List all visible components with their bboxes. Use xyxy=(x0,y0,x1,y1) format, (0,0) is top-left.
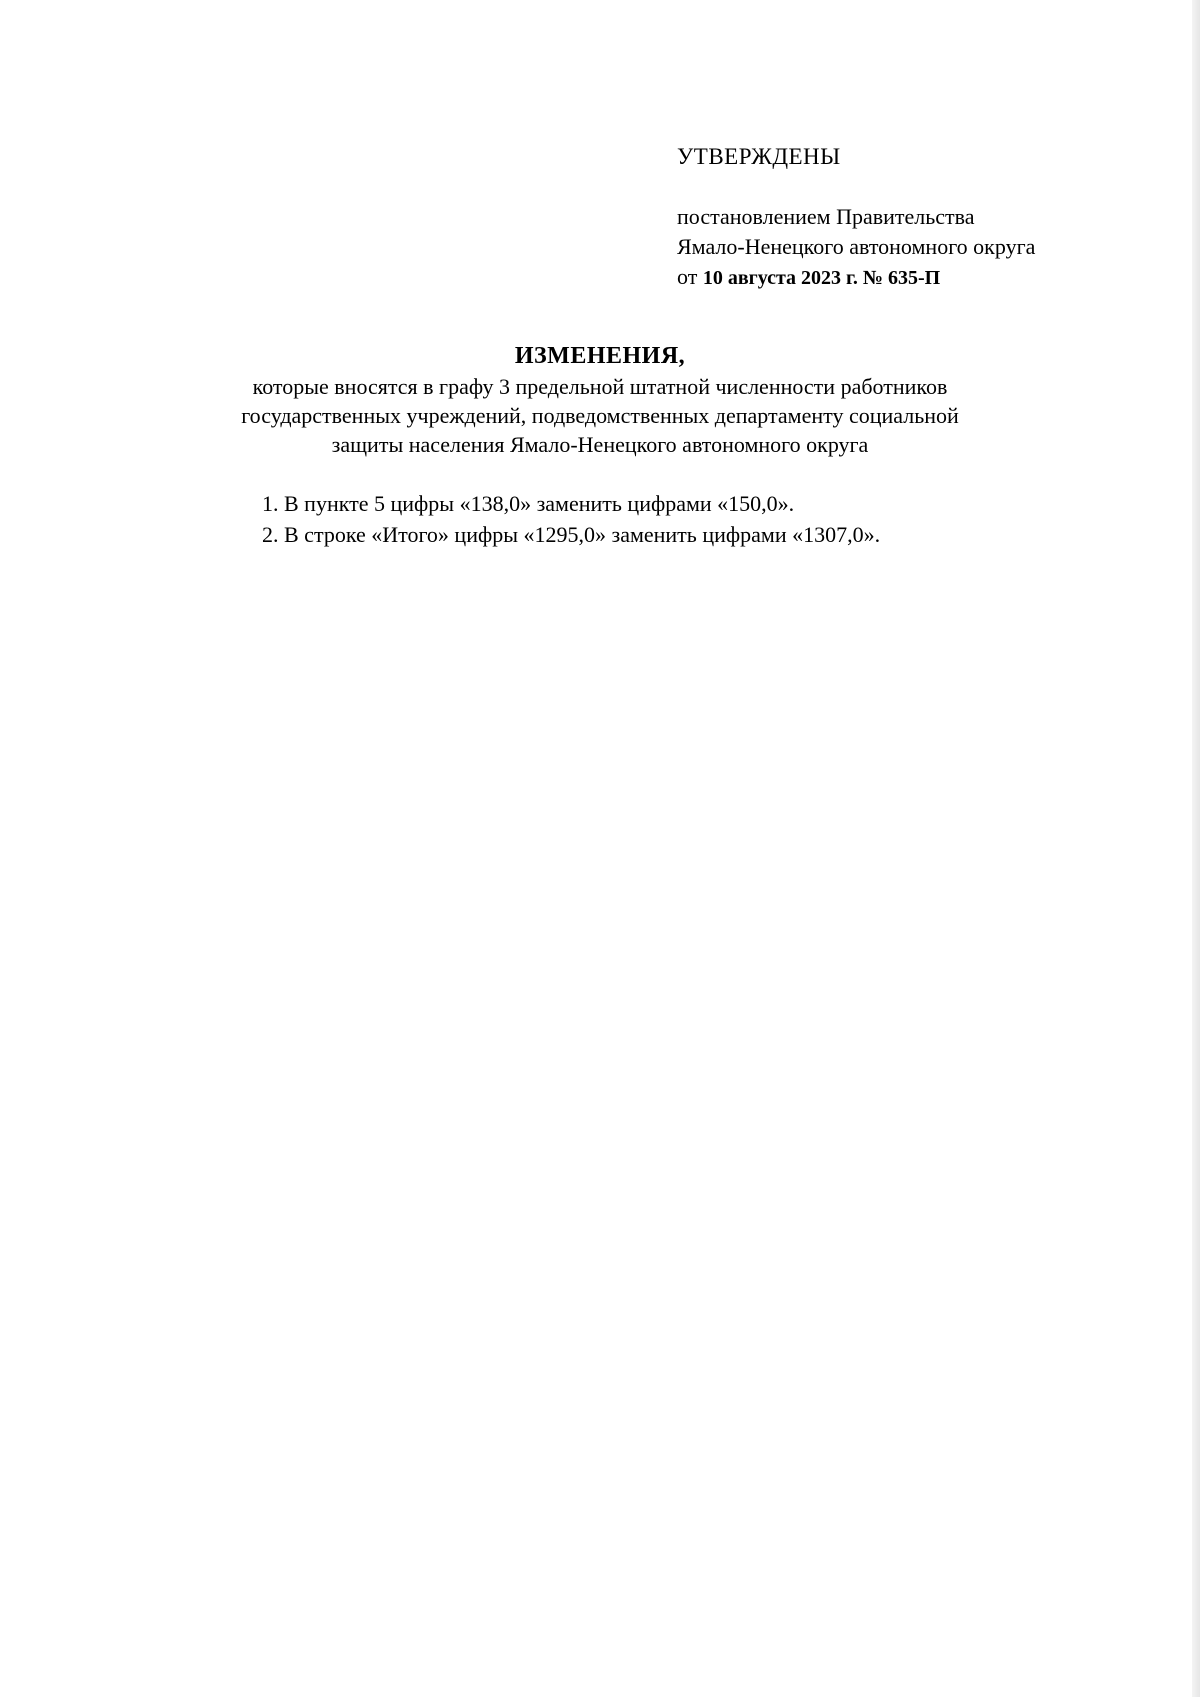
approval-block xyxy=(677,142,1147,293)
approval-date-prefix: от xyxy=(677,264,703,289)
document-heading xyxy=(100,340,1100,459)
amendment-list xyxy=(262,488,1122,550)
heading-title: ИЗМЕНЕНИЯ, xyxy=(514,343,686,369)
amendment-item-2: 2. В строке «Итого» цифры «1295,0» заменить цифрами «1307,0». xyxy=(262,522,881,547)
approval-date-line xyxy=(677,262,1147,293)
heading-subtitle-line-2: государственных учреждений, подведомственных департаменту социальной xyxy=(241,403,959,428)
heading-subtitle xyxy=(100,372,1100,459)
amendment-item-1: 1. В пункте 5 цифры «138,0» заменить цифрами «150,0». xyxy=(262,491,795,516)
heading-subtitle-line-3: защиты населения Ямало-Ненецкого автономного округа xyxy=(331,432,869,457)
approval-line-2: Ямало-Ненецкого автономного округа xyxy=(677,234,1036,259)
approval-title: УТВЕРЖДЕНЫ xyxy=(677,144,841,169)
heading-subtitle-line-1: которые вносятся в графу 3 предельной штатной численности работников xyxy=(252,374,948,399)
scan-edge xyxy=(1192,0,1200,1697)
approval-date-value: 10 августа 2023 г. № 635-П xyxy=(702,267,941,289)
approval-line-1: постановлением Правительства xyxy=(677,204,975,229)
